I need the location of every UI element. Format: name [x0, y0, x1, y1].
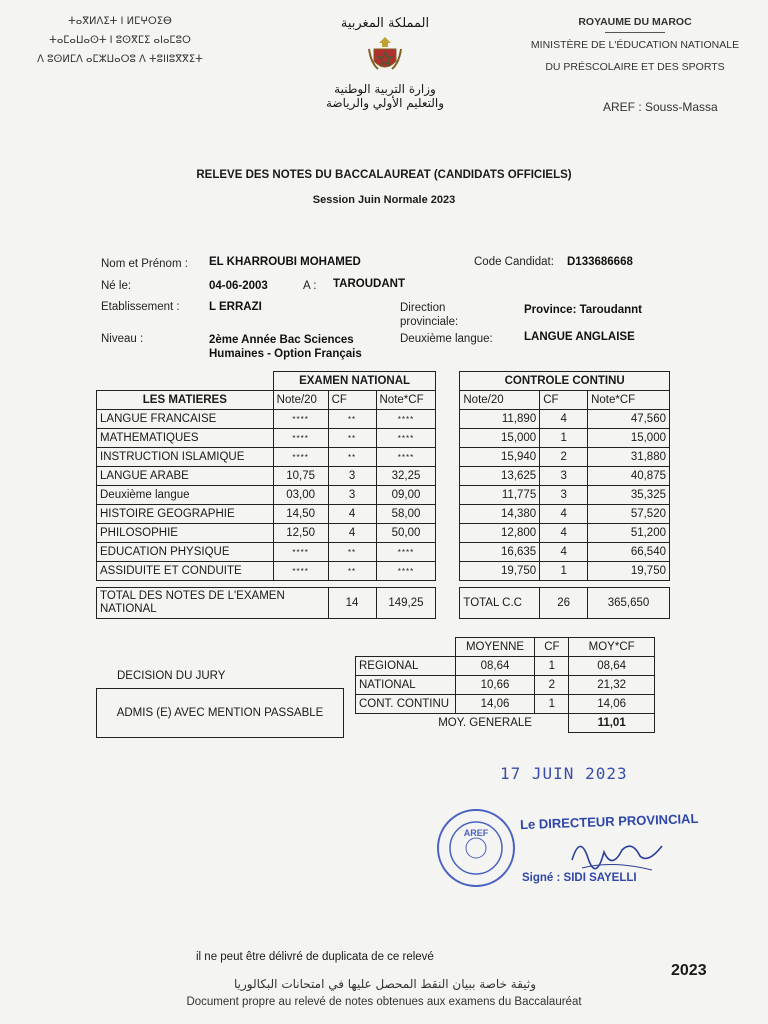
level-label: Niveau : [101, 333, 144, 345]
en-cf-cell: 4 [328, 524, 376, 543]
en-cf-cell: ** [328, 543, 376, 562]
cc-notecf-cell: 66,540 [588, 543, 670, 562]
header-center-top: المملكة المغربية [340, 16, 430, 31]
en-notecf-header: Note*CF [376, 391, 436, 410]
footer-arabic: وثيقة خاصة ببيان النقط المحصل عليها في امتحانات البكالوريا [233, 977, 537, 991]
en-note-cell: **** [273, 429, 328, 448]
cc-cf-cell: 3 [540, 486, 588, 505]
cc-note-cell: 15,940 [460, 448, 540, 467]
birthplace: TAROUDANT [333, 278, 405, 290]
en-cf-cell: ** [328, 410, 376, 429]
subject-cell: ASSIDUITE ET CONDUITE [97, 562, 274, 581]
subject-cell: INSTRUCTION ISLAMIQUE [97, 448, 274, 467]
en-note-cell: **** [273, 562, 328, 581]
summary-label-cell: CONT. CONTINU [356, 695, 456, 714]
table-row [97, 505, 670, 524]
header-left [20, 16, 220, 65]
footer-note: il ne peut être délivré de duplicata de ce relevé [196, 951, 434, 963]
birthplace-label: A : [303, 280, 317, 292]
cc-cf-cell: 3 [540, 467, 588, 486]
summary-cf-cell: 2 [535, 676, 569, 695]
cc-notecf-cell: 40,875 [588, 467, 670, 486]
subject-cell: HISTOIRE GEOGRAPHIE [97, 505, 274, 524]
cc-note-header: Note/20 [460, 391, 540, 410]
moycf-header: MOY*CF [569, 638, 655, 657]
en-note-cell: 03,00 [273, 486, 328, 505]
header-right [525, 16, 745, 73]
subject-cell: PHILOSOPHIE [97, 524, 274, 543]
en-cf-header: CF [328, 391, 376, 410]
summary-table [355, 637, 655, 733]
en-cf-cell: ** [328, 429, 376, 448]
cc-note-cell: 12,800 [460, 524, 540, 543]
header-left-line-3: ⴷ ⵓⵙⵍⵎⴷ ⴰⵎⵣⵡⴰⵔⵓ ⴷ ⵜⵓⵏⵏⵓⴳⴳⵉⵜ [37, 54, 203, 65]
cc-cf-cell: 4 [540, 505, 588, 524]
page-title: RELEVE DES NOTES DU BACCALAUREAT (CANDIDATS OFFICIELS) [196, 169, 572, 181]
header-divider [605, 32, 665, 33]
cc-note-cell: 11,775 [460, 486, 540, 505]
cc-cf-header: CF [540, 391, 588, 410]
cc-notecf-cell: 19,750 [588, 562, 670, 581]
cc-note-cell: 19,750 [460, 562, 540, 581]
summary-label-cell: REGIONAL [356, 657, 456, 676]
en-cf-cell: 3 [328, 467, 376, 486]
school-label: Etablissement : [101, 301, 180, 313]
cc-cf-cell: 1 [540, 562, 588, 581]
en-notecf-cell: **** [376, 410, 436, 429]
en-cf-cell: 3 [328, 486, 376, 505]
lang2: LANGUE ANGLAISE [524, 331, 635, 343]
cc-notecf-cell: 35,325 [588, 486, 670, 505]
en-notecf-cell: 09,00 [376, 486, 436, 505]
subject-cell: EDUCATION PHYSIQUE [97, 543, 274, 562]
summary-moycf-cell: 08,64 [569, 657, 655, 676]
lang2-label: Deuxième langue: [400, 333, 493, 345]
en-notecf-cell: **** [376, 429, 436, 448]
controle-continu-header: CONTROLE CONTINU [460, 372, 670, 391]
summary-row [356, 676, 655, 695]
header-left-line-1: ⵜⴰⴳⵍⴷⵉⵜ ⵏ ⵍⵎⵖⵔⵉⴱ [68, 16, 172, 27]
province: Province: Taroudannt [524, 304, 642, 316]
decision-box [96, 688, 344, 738]
footer-year: 2023 [671, 962, 707, 979]
cc-note-cell: 16,635 [460, 543, 540, 562]
header-ministry-1: MINISTÈRE DE L'ÉDUCATION NATIONALE [530, 39, 740, 51]
table-row [97, 486, 670, 505]
cc-note-cell: 11,890 [460, 410, 540, 429]
header-kingdom: ROYAUME DU MAROC [578, 16, 692, 28]
total-en-cf: 14 [328, 588, 376, 619]
en-note-header: Note/20 [273, 391, 328, 410]
cc-cf-cell: 2 [540, 448, 588, 467]
total-cc-cf: 26 [540, 588, 588, 619]
cc-notecf-cell: 47,560 [588, 410, 670, 429]
summary-moy-cell: 08,64 [455, 657, 535, 676]
signed-stamp: Signé : SIDI SAYELLI [522, 872, 637, 884]
en-cf-cell: 4 [328, 505, 376, 524]
table-row [97, 429, 670, 448]
en-note-cell: 12,50 [273, 524, 328, 543]
header-left-line-2: ⵜⴰⵎⴰⵡⴰⵙⵜ ⵏ ⵓⵙⴳⵎⵉ ⴰⵏⴰⵎⵓⵔ [49, 35, 191, 46]
direction-label: Direction provinciale: [400, 302, 459, 328]
cc-notecf-header: Note*CF [588, 391, 670, 410]
header-center-bottom-2: والتعليم الأولي والرياضة [325, 96, 445, 110]
exam-national-header: EXAMEN NATIONAL [273, 372, 436, 391]
cc-notecf-cell: 57,520 [588, 505, 670, 524]
seal-text: AREF [463, 828, 489, 838]
table-row [97, 543, 670, 562]
table-row [97, 410, 670, 429]
subjects-header: LES MATIERES [97, 391, 274, 410]
summary-label-cell: NATIONAL [356, 676, 456, 695]
table-row [97, 562, 670, 581]
subject-cell: Deuxième langue [97, 486, 274, 505]
summary-moycf-cell: 14,06 [569, 695, 655, 714]
header-center [300, 16, 470, 110]
summary-cf-cell: 1 [535, 695, 569, 714]
cc-notecf-cell: 51,200 [588, 524, 670, 543]
aref-seal-icon [434, 806, 518, 890]
general-label: MOY. GENERALE [438, 717, 532, 730]
cc-cf-cell: 4 [540, 543, 588, 562]
header-aref: AREF : Souss-Massa [603, 100, 718, 114]
en-note-cell: **** [273, 543, 328, 562]
en-notecf-cell: 32,25 [376, 467, 436, 486]
general-value: 11,01 [569, 714, 655, 733]
session-title: Session Juin Normale 2023 [312, 194, 456, 206]
code-label: Code Candidat: [474, 256, 554, 268]
level: 2ème Année Bac Sciences Humaines - Option Français [209, 334, 362, 360]
decision-label: DECISION DU JURY [117, 670, 226, 682]
summary-row [356, 657, 655, 676]
en-note-cell: **** [273, 448, 328, 467]
cc-note-cell: 15,000 [460, 429, 540, 448]
decision-value: ADMIS (E) AVEC MENTION PASSABLE [116, 707, 324, 719]
summary-moy-cell: 10,66 [455, 676, 535, 695]
total-en-label: TOTAL DES NOTES DE L'EXAMEN NATIONAL [97, 588, 329, 619]
summary-cf-header: CF [535, 638, 569, 657]
en-note-cell: 10,75 [273, 467, 328, 486]
cc-cf-cell: 4 [540, 410, 588, 429]
table-row [97, 448, 670, 467]
moyenne-header: MOYENNE [455, 638, 535, 657]
summary-row [356, 695, 655, 714]
en-cf-cell: ** [328, 562, 376, 581]
summary-moy-cell: 14,06 [455, 695, 535, 714]
birth-date: 04-06-2003 [209, 280, 268, 292]
en-notecf-cell: **** [376, 448, 436, 467]
cc-cf-cell: 4 [540, 524, 588, 543]
en-notecf-cell: **** [376, 562, 436, 581]
en-note-cell: 14,50 [273, 505, 328, 524]
header-ministry-2: DU PRÉSCOLAIRE ET DES SPORTS [545, 61, 725, 73]
coat-of-arms-icon [366, 35, 404, 75]
subject-cell: LANGUE ARABE [97, 467, 274, 486]
candidate-code: D133686668 [567, 256, 633, 268]
cc-note-cell: 13,625 [460, 467, 540, 486]
en-cf-cell: ** [328, 448, 376, 467]
cc-note-cell: 14,380 [460, 505, 540, 524]
total-cc-label: TOTAL C.C [460, 588, 540, 619]
table-row [97, 524, 670, 543]
table-row [97, 467, 670, 486]
subject-cell: MATHEMATIQUES [97, 429, 274, 448]
director-stamp: Le DIRECTEUR PROVINCIAL [519, 810, 699, 833]
cc-notecf-cell: 31,880 [588, 448, 670, 467]
en-notecf-cell: 58,00 [376, 505, 436, 524]
summary-moycf-cell: 21,32 [569, 676, 655, 695]
date-stamp: 17 JUIN 2023 [500, 764, 628, 783]
cc-cf-cell: 1 [540, 429, 588, 448]
name-label: Nom et Prénom : [101, 258, 188, 270]
summary-cf-cell: 1 [535, 657, 569, 676]
footer-french: Document propre au relevé de notes obtenues aux examens du Baccalauréat [186, 996, 582, 1008]
cc-notecf-cell: 15,000 [588, 429, 670, 448]
en-note-cell: **** [273, 410, 328, 429]
en-notecf-cell: 50,00 [376, 524, 436, 543]
total-cc-value: 365,650 [588, 588, 670, 619]
en-notecf-cell: **** [376, 543, 436, 562]
header-center-bottom-1: وزارة التربية الوطنية [334, 82, 436, 96]
school-name: L ERRAZI [209, 301, 262, 313]
grades-table [96, 371, 670, 619]
total-en-value: 149,25 [376, 588, 436, 619]
born-label: Né le: [101, 280, 132, 292]
candidate-name: EL KHARROUBI MOHAMED [209, 256, 361, 268]
subject-cell: LANGUE FRANCAISE [97, 410, 274, 429]
